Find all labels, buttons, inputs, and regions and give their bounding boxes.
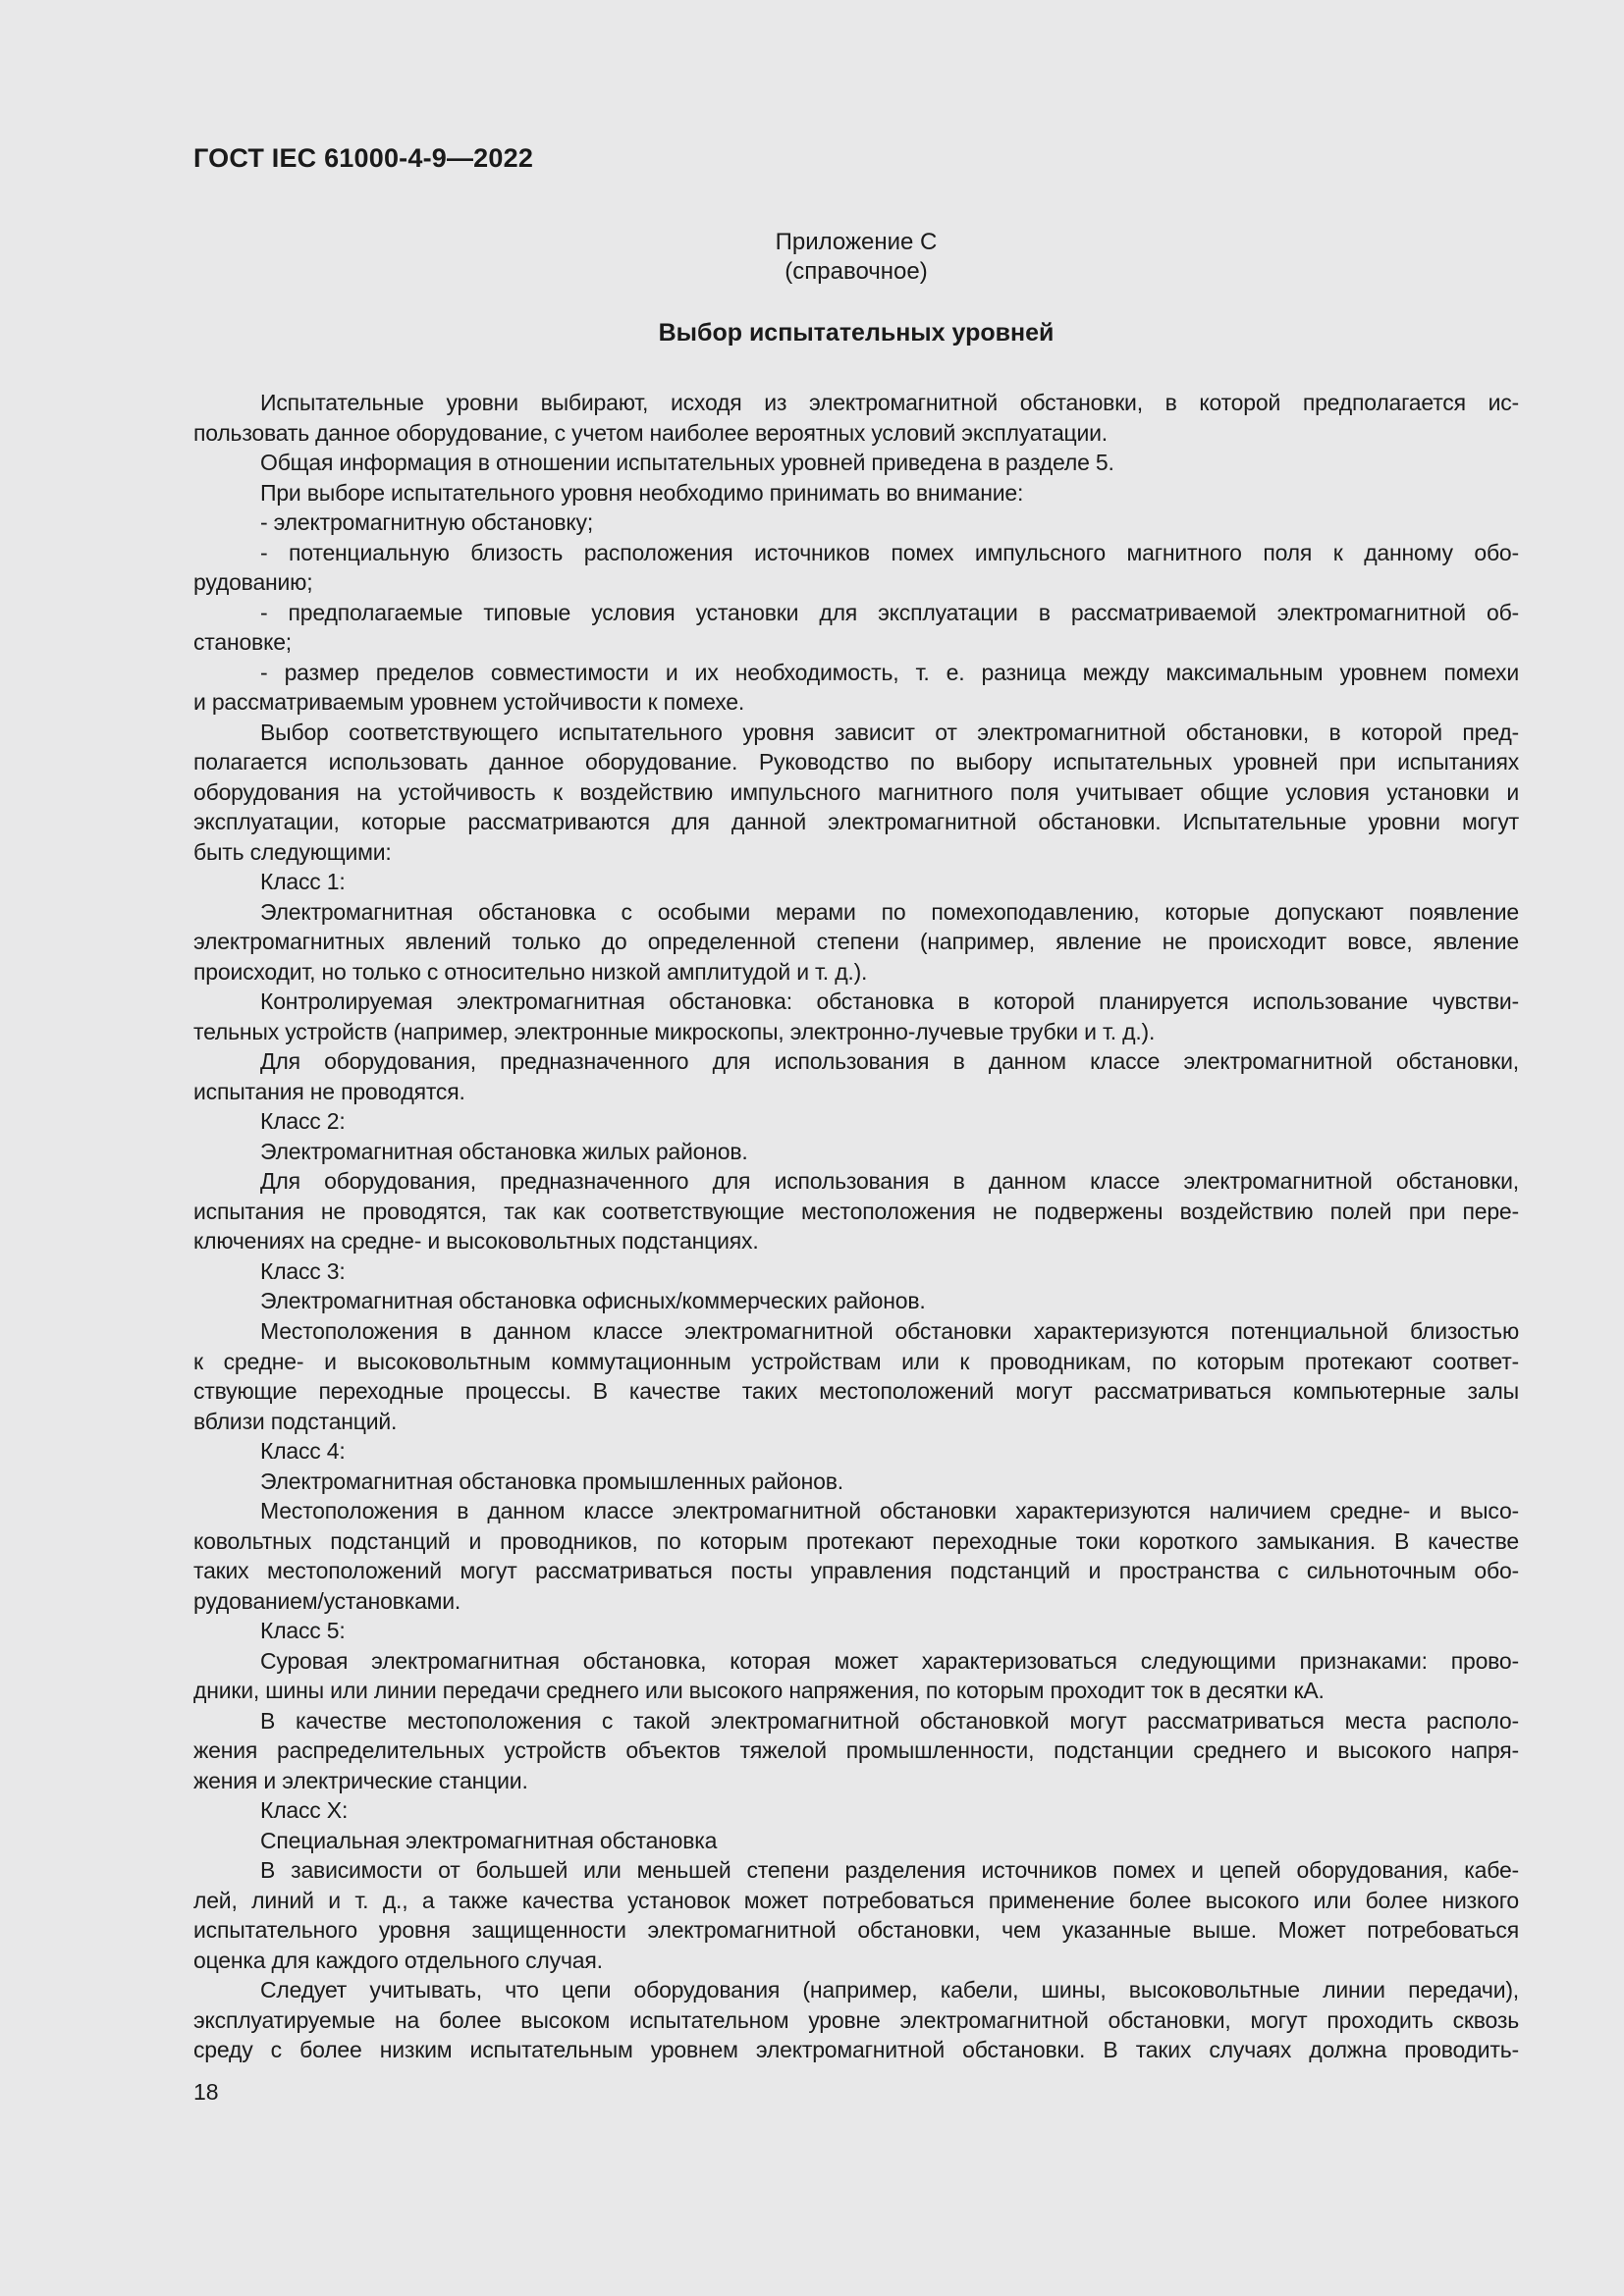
text-line: эксплуатации, которые рассматриваются для данной электромагнитной обстановки. Испытательные уровни могут [193, 809, 1519, 835]
text-line: быть следующими: [193, 838, 392, 865]
text-line: Выбор соответствующего испытательного уровня зависит от электромагнитной обстановки, в которой пред- [260, 719, 1519, 745]
text-line: жения и электрические станции. [193, 1767, 528, 1793]
text-line: - потенциальную близость расположения источников помех импульсного магнитного поля к данному обо- [260, 539, 1519, 565]
text-line: оборудования на устойчивость к воздействию импульсного магнитного поля учитывает общие условия установки и [193, 778, 1519, 805]
text-line: Класс 2: [260, 1108, 346, 1135]
text-line: Следует учитывать, что цепи оборудования (например, кабели, шины, высоковольтные линии передачи), [260, 1977, 1519, 2003]
text-line: эксплуатируемые на более высоком испытательном уровне электромагнитной обстановки, могут проходить сквозь [193, 2006, 1519, 2033]
body-lines [193, 388, 1519, 2065]
text-line: Для оборудования, предназначенного для использования в данном классе электромагнитной обстановки, [260, 1048, 1519, 1075]
text-line: При выборе испытательного уровня необходимо принимать во внимание: [260, 479, 1024, 506]
text-line: дники, шины или линии передачи среднего или высокого напряжения, по которым проходит ток в десятки кА. [193, 1678, 1325, 1704]
text-line: В зависимости от большей или меньшей степени разделения источников помех и цепей оборудования, кабе- [260, 1857, 1519, 1884]
text-line: Электромагнитная обстановка офисных/коммерческих районов. [260, 1288, 926, 1314]
text-line: лей, линий и т. д., а также качества установок может потребоваться применение более высокого или более низкого [193, 1887, 1519, 1913]
text-line: рудованием/установками. [193, 1587, 461, 1614]
text-line: тельных устройств (например, электронные микроскопы, электронно-лучевые трубки и т. д.). [193, 1018, 1156, 1044]
text-line: происходит, но только с относительно низкой амплитудой и т. д.). [193, 958, 868, 985]
text-line: Электромагнитная обстановка с особыми мерами по помехоподавлению, которые допускают появление [260, 898, 1519, 925]
text-line: полагается использовать данное оборудование. Руководство по выбору испытательных уровней при испытаниях [193, 749, 1519, 775]
text-line: вблизи подстанций. [193, 1408, 398, 1434]
text-line: испытания не проводятся, так как соответствующие местоположения не подвержены воздействию полей при пере- [193, 1198, 1519, 1224]
text-line: среду с более низким испытательным уровнем электромагнитной обстановки. В таких случаях должна проводить- [193, 2037, 1519, 2063]
text-line: Контролируемая электромагнитная обстановка: обстановка в которой планируется использование чувстви- [260, 988, 1519, 1015]
text-line: Класс 5: [260, 1618, 346, 1644]
text-line: Специальная электромагнитная обстановка [260, 1827, 718, 1853]
text-line: оценка для каждого отдельного случая. [193, 1947, 603, 1973]
text-line: ковольтных подстанций и проводников, по которым протекают переходные токи короткого замыкания. В качестве [193, 1527, 1519, 1554]
text-line: ствующие переходные процессы. В качестве таких местоположений могут рассматриваться компьютерные залы [193, 1378, 1519, 1405]
annex-label: Приложение С [775, 229, 938, 255]
text-line: к средне- и высоковольтным коммутационным устройствам или к проводникам, по которым протекают соответ- [193, 1348, 1519, 1374]
text-line: Класс 1: [260, 869, 346, 895]
text-line: Класс 3: [260, 1257, 346, 1284]
text-line: В качестве местоположения с такой электромагнитной обстановкой могут рассматриваться места располо- [260, 1707, 1519, 1734]
text-line: испытательного уровня защищенности электромагнитной обстановки, чем указанные выше. Может потребоваться [193, 1917, 1519, 1944]
annex-title: Выбор испытательных уровней [658, 319, 1055, 347]
text-line: таких местоположений могут рассматриваться посты управления подстанций и пространства с сильноточным обо- [193, 1558, 1519, 1584]
annex-type: (справочное) [785, 258, 928, 285]
text-line: ключениях на средне- и высоковольтных подстанциях. [193, 1228, 759, 1255]
text-line: Испытательные уровни выбирают, исходя из электромагнитной обстановки, в которой предполагается ис- [260, 390, 1519, 415]
text-line: Класс 4: [260, 1438, 346, 1465]
text-line: Местоположения в данном классе электромагнитной обстановки характеризуются потенциальной близостью [260, 1317, 1519, 1344]
text-line: - предполагаемые типовые условия установки для эксплуатации в рассматриваемой электромагнитной об- [260, 599, 1519, 625]
text-line: и рассматриваемым уровнем устойчивости к помехе. [193, 689, 745, 716]
text-line: Электромагнитная обстановка жилых районов. [260, 1138, 748, 1164]
text-line: Общая информация в отношении испытательных уровней приведена в разделе 5. [260, 450, 1114, 476]
text-line: Для оборудования, предназначенного для использования в данном классе электромагнитной обстановки, [260, 1168, 1519, 1195]
page-number: 18 [193, 2079, 219, 2105]
text-line: Электромагнитная обстановка промышленных районов. [260, 1468, 843, 1494]
text-line: рудованию; [193, 569, 313, 596]
text-line: Местоположения в данном классе электромагнитной обстановки характеризуются наличием средне- и высо- [260, 1498, 1519, 1524]
text-line: жения распределительных устройств объектов тяжелой промышленности, подстанции среднего и высокого напря- [193, 1737, 1519, 1764]
text-line: - размер пределов совместимости и их необходимость, т. е. разница между максимальным уровнем помехи [260, 659, 1519, 685]
text-line: - электромагнитную обстановку; [260, 509, 594, 536]
text-line: испытания не проводятся. [193, 1078, 465, 1104]
document-number: ГОСТ IEC 61000-4-9—2022 [193, 143, 534, 173]
text-line: Суровая электромагнитная обстановка, которая может характеризоваться следующими признаками: прово- [260, 1647, 1519, 1674]
text-line: Класс X: [260, 1797, 349, 1824]
text-line: становке; [193, 629, 292, 656]
text-line: электромагнитных явлений только до определенной степени (например, явление не происходит вовсе, явление [193, 929, 1519, 955]
text-line: пользовать данное оборудование, с учетом наиболее вероятных условий эксплуатации. [193, 419, 1108, 446]
